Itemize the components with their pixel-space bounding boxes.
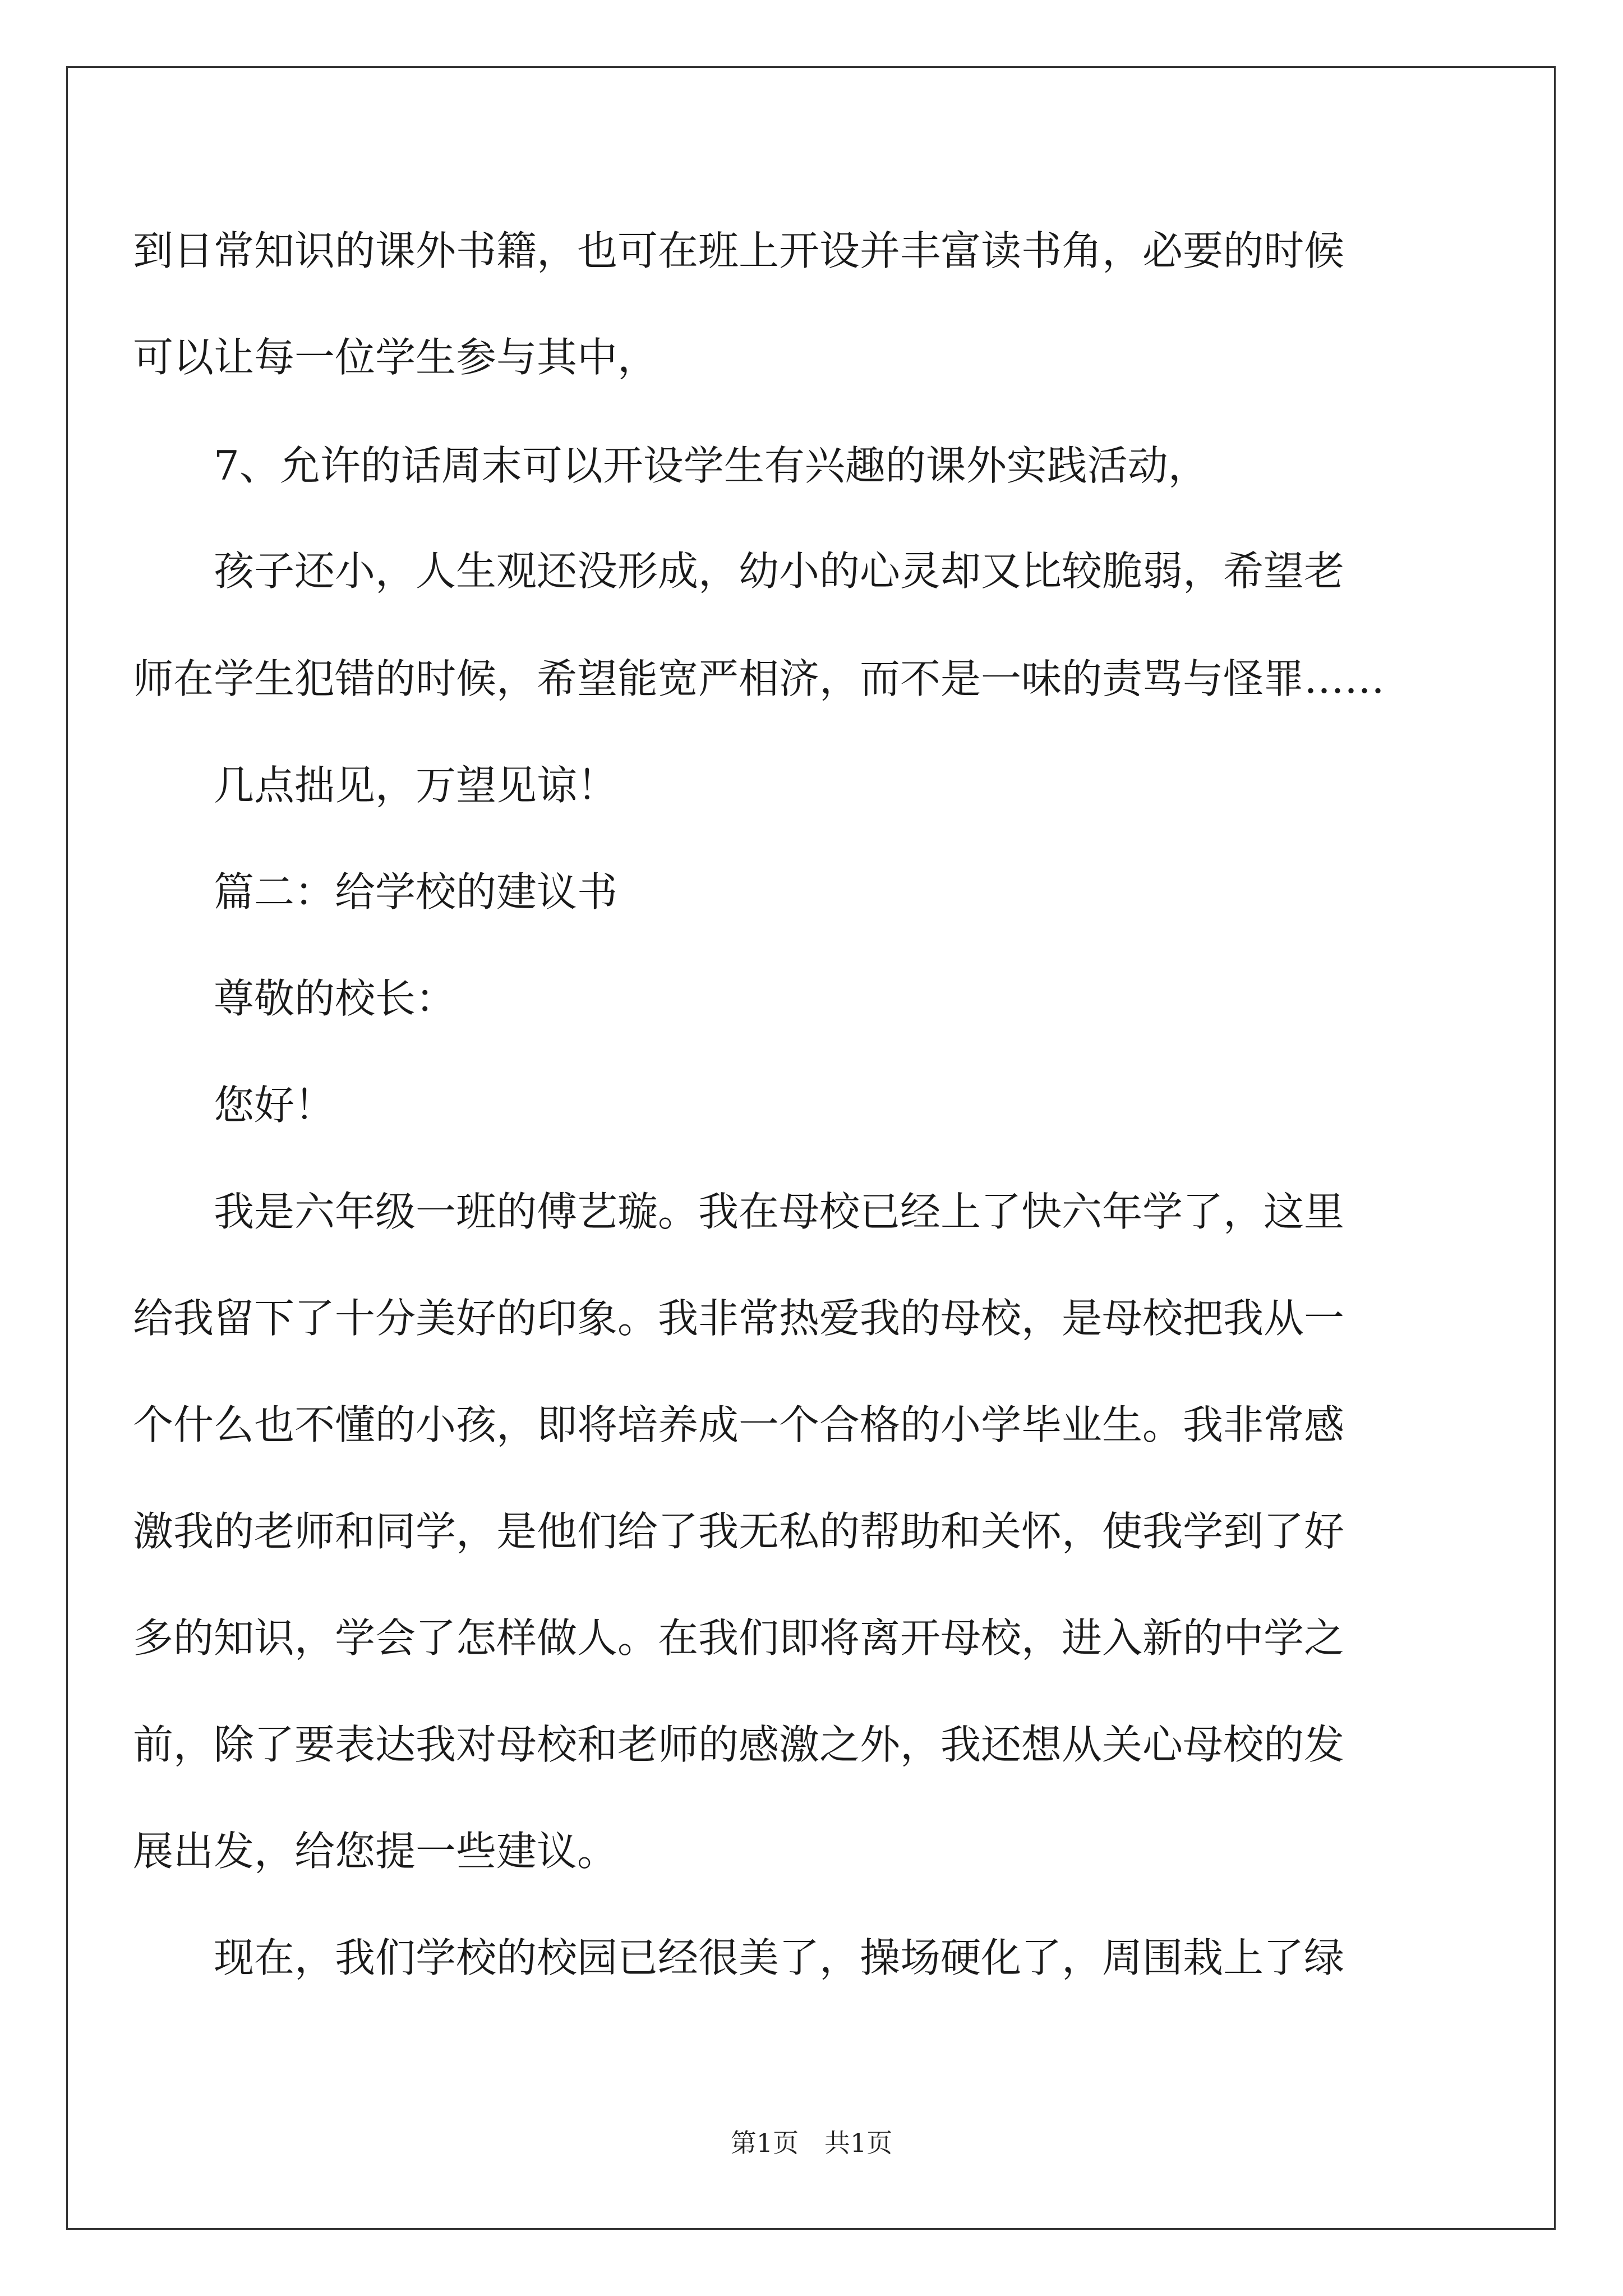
- text-line: 前，除了要表达我对母校和老师的感激之外，我还想从关心母校的发: [133, 1721, 1345, 1768]
- page-footer: 第1页 共1页: [730, 2128, 893, 2158]
- section-heading: 篇二：给学校的建议书: [214, 868, 618, 915]
- text-line: 多的知识，学会了怎样做人。在我们即将离开母校，进入新的中学之: [133, 1614, 1345, 1662]
- text-line: 激我的老师和同学，是他们给了我无私的帮助和关怀，使我学到了好: [133, 1508, 1345, 1555]
- text-line: 孩子还小，人生观还没形成，幼小的心灵却又比较脆弱，希望老: [214, 547, 1345, 595]
- salutation: 尊敬的校长：: [214, 975, 457, 1022]
- text-line: 给我留下了十分美好的印象。我非常热爱我的母校，是母校把我从一: [133, 1295, 1345, 1342]
- page-border: [66, 66, 1556, 2230]
- text-line: 7、允许的话周末可以开设学生有兴趣的课外实践活动，: [214, 442, 1209, 489]
- text-line: 可以让每一位学生参与其中，: [133, 334, 658, 381]
- text-line: 个什么也不懂的小孩，即将培养成一个合格的小学毕业生。我非常感: [133, 1401, 1345, 1448]
- text-line: 到日常知识的课外书籍，也可在班上开设并丰富读书角，必要的时候: [133, 227, 1345, 274]
- text-line: 我是六年级一班的傅艺璇。我在母校已经上了快六年学了，这里: [214, 1188, 1345, 1235]
- text-line: 展出发，给您提一些建议。: [133, 1828, 618, 1875]
- text-line: 师在学生犯错的时候，希望能宽严相济，而不是一味的责骂与怪罪……: [133, 655, 1385, 702]
- greeting: 您好！: [214, 1082, 335, 1129]
- text-line: 几点拙见，万望见谅！: [214, 762, 618, 809]
- text-line: 现在，我们学校的校园已经很美了，操场硬化了，周围栽上了绿: [214, 1934, 1345, 1981]
